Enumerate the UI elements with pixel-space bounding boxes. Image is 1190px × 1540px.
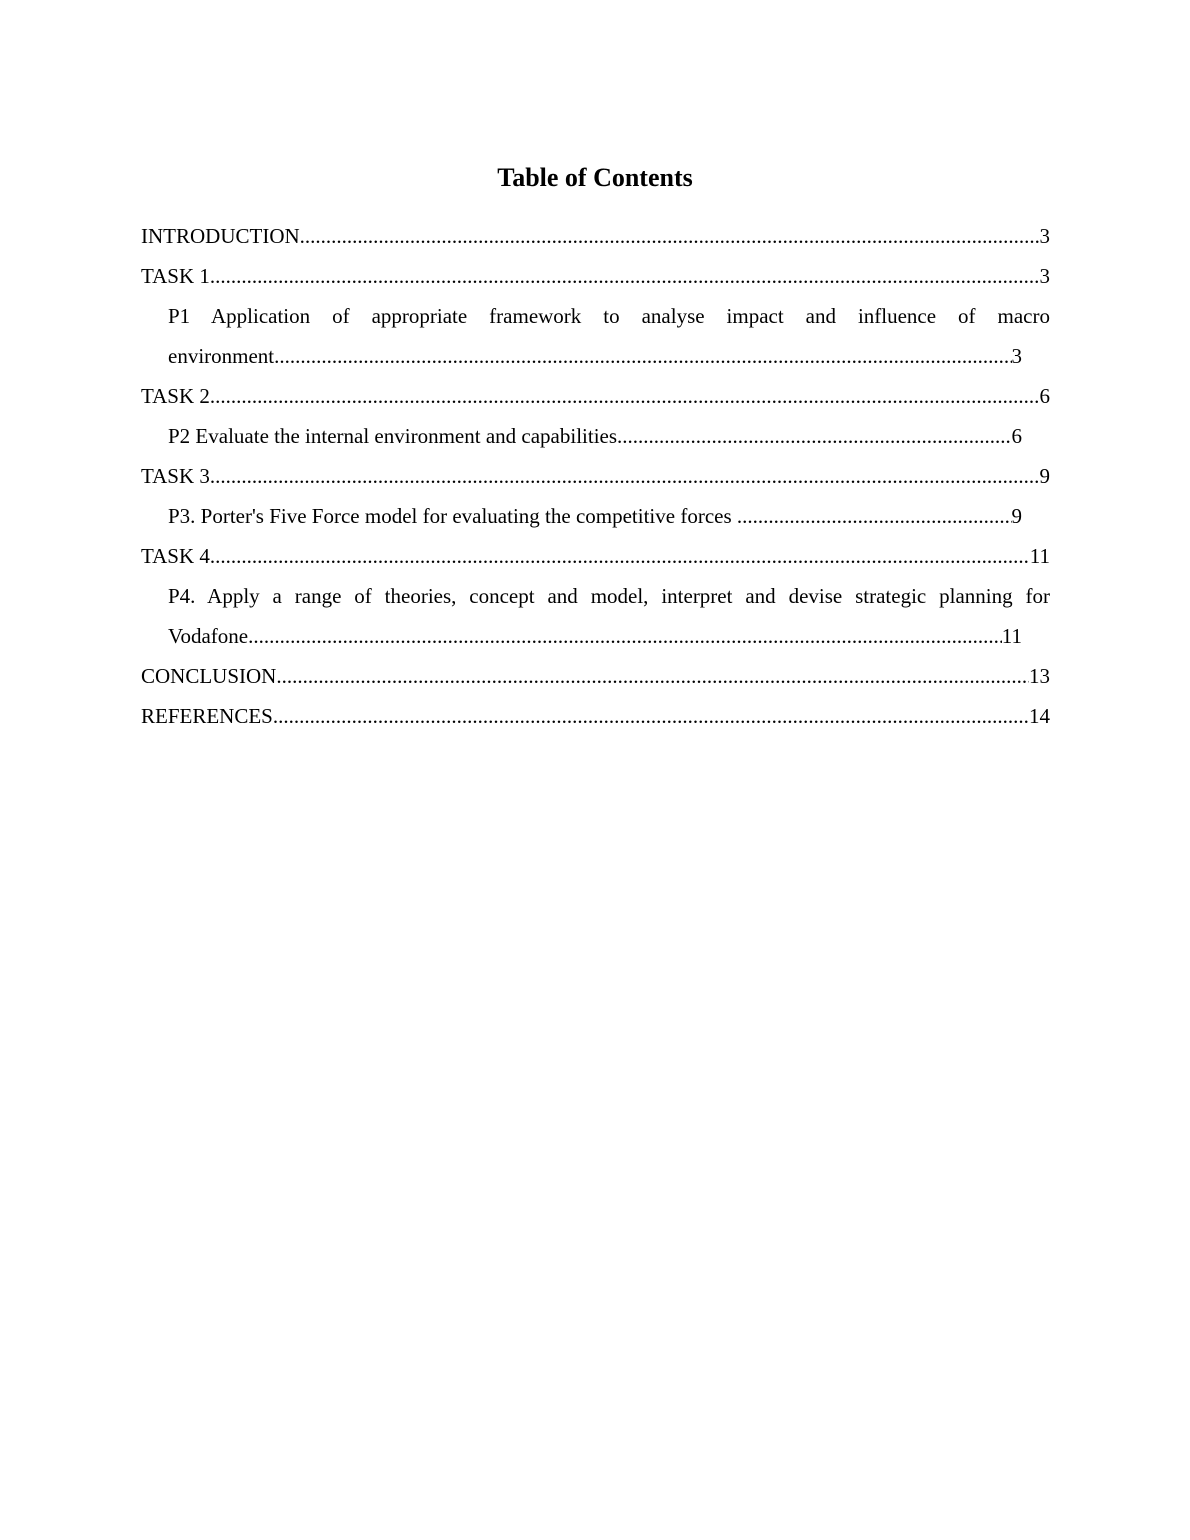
toc-entry-references[interactable] (141, 696, 1050, 736)
toc-entry-label-line1: P4. Apply a range of theories, concept and model, interpret and devise strategic planning for (168, 584, 1050, 608)
toc-entry-page: 11 (1001, 624, 1022, 648)
toc-entry-task-3[interactable] (141, 456, 1050, 496)
toc-entry-page: 3 (1039, 224, 1050, 248)
toc-entry-page: 9 (1011, 504, 1022, 528)
toc-entry-p1[interactable] (141, 296, 1050, 376)
toc-entry-introduction[interactable] (141, 216, 1050, 256)
toc-entry-page: 3 (1039, 264, 1050, 288)
toc-entry-page: 6 (1011, 424, 1022, 448)
toc-entry-label: REFERENCES (141, 704, 273, 728)
toc-entry-p4[interactable] (141, 576, 1050, 656)
toc-leader-dots (276, 656, 1029, 696)
toc-leader-dots (274, 336, 1011, 376)
toc-entry-label: TASK 1 (141, 264, 210, 288)
toc-entry-label: TASK 2 (141, 384, 210, 408)
toc-entry-task-4[interactable] (141, 536, 1050, 576)
toc-entry-label: INTRODUCTION (141, 224, 300, 248)
toc-leader-dots (210, 256, 1040, 296)
toc-entry-page: 13 (1029, 664, 1050, 688)
toc-entry-page: 3 (1011, 344, 1022, 368)
toc-title: Table of Contents (497, 163, 693, 192)
toc-entry-p3[interactable] (141, 496, 1022, 536)
toc-entry-task-2[interactable] (141, 376, 1050, 416)
toc-entry-page: 6 (1039, 384, 1050, 408)
toc-leader-dots (737, 496, 1012, 536)
toc-entry-label-line1: P1 Application of appropriate framework to analyse impact and influence of macro (168, 304, 1050, 328)
toc-leader-dots (273, 696, 1029, 736)
toc-leader-dots (248, 616, 1002, 656)
toc-entry-label: CONCLUSION (141, 664, 277, 688)
toc-entry-label-line2: environment (168, 344, 275, 368)
toc-leader-dots (300, 216, 1040, 256)
toc-leader-dots (210, 456, 1040, 496)
toc-leader-dots (617, 416, 1011, 456)
toc-entry-page: 9 (1039, 464, 1050, 488)
toc-entry-label: P2 Evaluate the internal environment and capabilities (168, 424, 618, 448)
toc-leader-dots (210, 536, 1030, 576)
toc-entry-p2[interactable] (141, 416, 1022, 456)
toc-entry-page: 14 (1029, 704, 1050, 728)
toc-entry-task-1[interactable] (141, 256, 1050, 296)
toc-entry-conclusion[interactable] (141, 656, 1050, 696)
toc-leader-dots (210, 376, 1040, 416)
toc-entry-label: TASK 4 (141, 544, 210, 568)
toc-entry-label: P3. Porter's Five Force model for evaluating the competitive forces (168, 504, 737, 528)
toc-entry-page: 11 (1029, 544, 1050, 568)
toc-entry-label-line2: Vodafone (168, 624, 249, 648)
toc-entry-label: TASK 3 (141, 464, 210, 488)
table-of-contents (141, 216, 1050, 736)
